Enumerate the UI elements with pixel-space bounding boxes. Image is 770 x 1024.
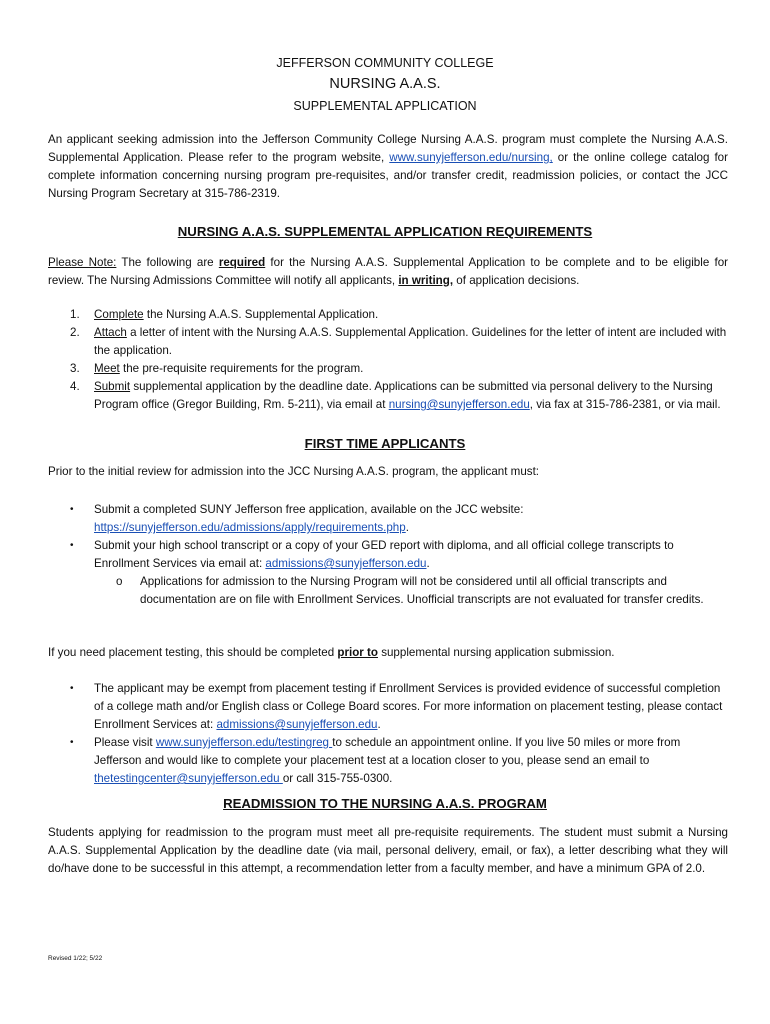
step-item [48, 378, 728, 414]
first-time-intro: Prior to the initial review for admission into the JCC Nursing A.A.S. program, the applicant must: [48, 465, 540, 478]
step-text: the Nursing A.A.S. Supplemental Application. [143, 308, 379, 321]
list-item [48, 734, 728, 788]
bullet-icon: • [70, 737, 74, 748]
form-title: SUPPLEMENTAL APPLICATION [293, 99, 477, 113]
step-number: 2. [70, 326, 80, 339]
placement-text-1: If you need placement testing, this should be completed [48, 646, 338, 659]
program-title: NURSING A.A.S. [329, 76, 441, 92]
please-note-label: Please Note: [48, 256, 117, 269]
placement-paragraph [48, 644, 728, 662]
bullet-tail: . [405, 521, 409, 534]
admissions-email-link[interactable]: admissions@sunyjefferson.edu [216, 718, 378, 731]
bullet-text: Submit your high school transcript or a copy of your GED report with diploma, and all official college transcripts to Enrollment Services via email at: [94, 539, 674, 570]
requirements-page-link[interactable]: https://sunyjefferson.edu/admissions/apply/requirements.php [94, 521, 406, 534]
first-time-list [48, 501, 728, 609]
nursing-email-link[interactable]: nursing@sunyjefferson.edu [388, 398, 530, 411]
bullet-text: Submit a completed SUNY Jefferson free application, available on the JCC website: [94, 503, 524, 516]
sub-bullet-icon: o [116, 575, 123, 588]
bullet-text: The applicant may be exempt from placement testing if Enrollment Services is provided evidence of successful completion of a college math and/or English class or College Board scores. For more information on placement testing, please contact Enrollment Services at: [94, 682, 723, 731]
step-number: 3. [70, 362, 80, 375]
list-item [48, 680, 728, 734]
step-number: 1. [70, 308, 80, 321]
intro-paragraph [48, 131, 728, 203]
requirements-note [48, 254, 728, 290]
bullet-icon: • [70, 683, 74, 694]
readmission-paragraph: Students applying for readmission to the program must meet all pre-requisite requirements. The student must submit a Nursing A.A.S. Supplemental Application by the deadline date (via mail, personal delivery, email, or fax), a letter describing what they will do/have done to be successful in this attempt, a recommendation letter from a faculty member, and have a minimum GPA of 2.0. [48, 826, 728, 875]
list-item [48, 501, 728, 537]
step-number: 4. [70, 380, 80, 393]
requirements-heading: NURSING A.A.S. SUPPLEMENTAL APPLICATION REQUIREMENTS [177, 224, 593, 239]
step-item [48, 360, 728, 378]
bullet-text: Please visit [94, 736, 156, 749]
bullet-tail: . [377, 718, 381, 731]
requirements-steps [48, 306, 728, 414]
readmission-heading: READMISSION TO THE NURSING A.A.S. PROGRAM [223, 796, 547, 811]
placement-text-2: supplemental nursing application submission. [377, 646, 615, 659]
step-item [48, 324, 728, 360]
step-tail: , via fax at 315-786-2381, or via mail. [529, 398, 721, 411]
list-item [48, 537, 728, 609]
step-item [48, 306, 728, 324]
bullet-mid: to schedule an appointment online. If you live 50 miles or more from Jefferson and would like to complete your placement test at a location closer to you, please send an email to [94, 736, 681, 767]
step-verb: Complete [94, 308, 144, 321]
first-time-heading: FIRST TIME APPLICANTS [304, 436, 466, 451]
bullet-tail: or call 315-755-0300. [282, 772, 393, 785]
intro-text-2: or the online college catalog for complete information concerning nursing program pre-requisites, and/or transfer credit, readmission policies, or contact the JCC Nursing Program Secretary at 315-786-2319. [48, 151, 728, 200]
sub-list-item [94, 573, 728, 609]
step-text: the pre-requisite requirements for the program. [119, 362, 364, 375]
testing-registration-link[interactable]: www.sunyjefferson.edu/testingreg [155, 736, 333, 749]
in-writing-emphasis: in writing, [398, 274, 454, 287]
testing-center-email-link[interactable]: thetestingcenter@sunyjefferson.edu [94, 772, 283, 785]
bullet-icon: • [70, 504, 74, 515]
note-text-1: The following are [116, 256, 219, 269]
bullet-icon: • [70, 540, 74, 551]
step-verb: Attach [94, 326, 127, 339]
nursing-website-link[interactable]: www.sunyjefferson.edu/nursing, [389, 151, 553, 164]
step-verb: Submit [94, 380, 131, 393]
step-text: a letter of intent with the Nursing A.A.S. Supplemental Application. Guidelines for the letter of intent are included with the application. [94, 326, 727, 357]
admissions-email-link[interactable]: admissions@sunyjefferson.edu [265, 557, 427, 570]
sub-bullet-text: Applications for admission to the Nursing Program will not be considered until all official transcripts and documentation are on file with Enrollment Services. Unofficial transcripts are not evaluated for transfer credits. [140, 575, 704, 606]
intro-text-1: An applicant seeking admission into the Jefferson Community College Nursing A.A.S. program must complete the Nursing A.A.S. Supplemental Application. Please refer to the program website, [48, 133, 728, 164]
step-text: supplemental application by the deadline date. Applications can be submitted via personal delivery to the Nursing Program office (Gregor Building, Rm. 5-211), via email at [94, 380, 713, 411]
required-emphasis: required [218, 256, 266, 269]
prior-to-emphasis: prior to [337, 646, 378, 659]
placement-list [48, 680, 728, 788]
revision-footer: Revised 1/22; 5/22 [48, 955, 103, 962]
note-text-2: for the Nursing A.A.S. Supplemental Application to be complete and to be eligible for review. The Nursing Admissions Committee will notify all applicants, [48, 256, 728, 287]
bullet-tail: . [426, 557, 430, 570]
step-verb: Meet [94, 362, 120, 375]
note-text-3: of application decisions. [453, 274, 580, 287]
college-name: JEFFERSON COMMUNITY COLLEGE [276, 56, 494, 70]
